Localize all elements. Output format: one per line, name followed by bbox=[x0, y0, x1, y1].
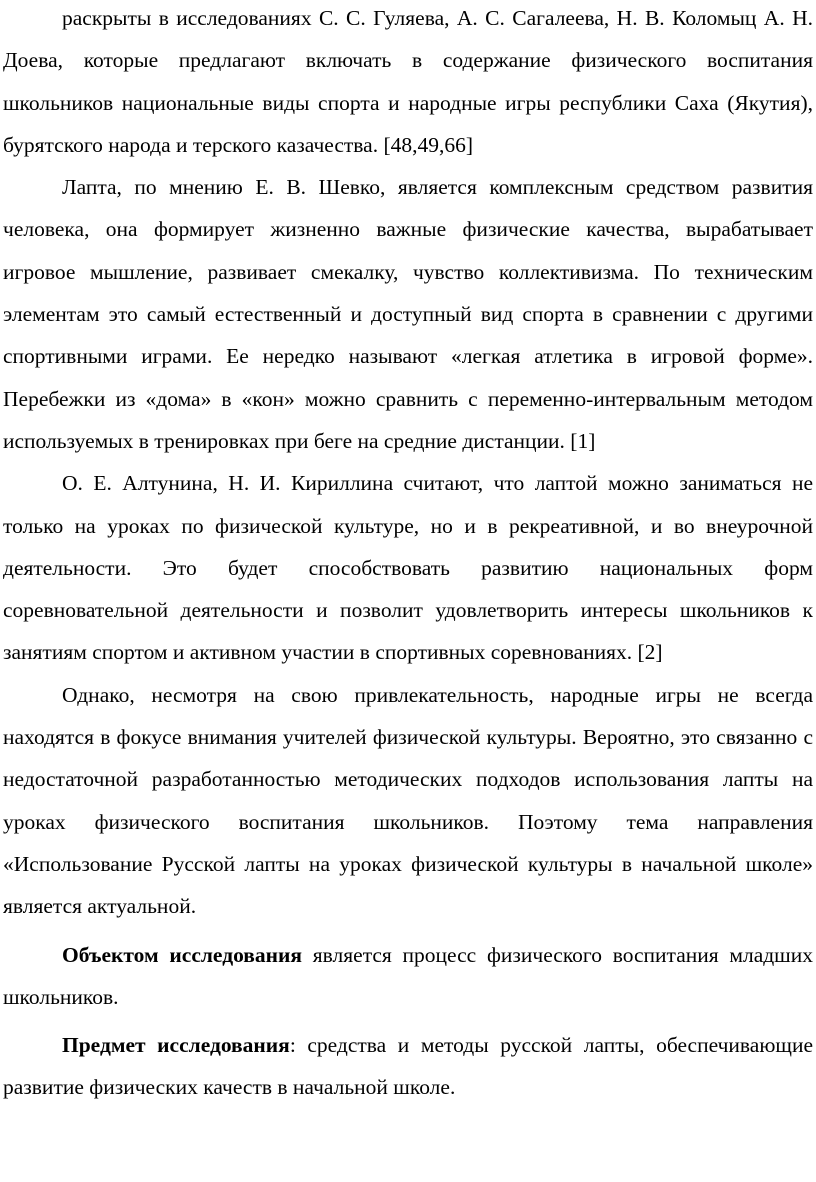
paragraph-shevko-lapta: Лапта, по мнению Е. В. Шевко, является комплексным средством развития человека, она формирует жизненно важные физические качества, вырабатывает игровое мышление, развивает смекалку, чувство коллективизма. По техническим элементам это самый естественный и доступный вид спорта в сравнении с другими спортивными играми. Ее нередко называют «легкая атлетика в игровой форме». Перебежки из «дома» в «кон» можно сравнить с переменно-интервальным методом используемых в тренировках при беге на средние дистанции. [1] bbox=[3, 175, 813, 453]
paragraph-literature-review: раскрыты в исследованиях С. С. Гуляева, А. С. Сагалеева, Н. В. Коломыц А. Н. Доева, которые предлагают включать в содержание физического воспитания школьников национальные виды спорта и народные игры республики Саха (Якутия), бурятского народа и терского казачества. [48,49,66] bbox=[3, 6, 813, 157]
paragraph-altunina-kirillina: О. Е. Алтунина, Н. И. Кириллина считают, что лаптой можно заниматься не только на уроках по физической культуре, но и в рекреативной, и во внеурочной деятельности. Это будет способствовать развитию национальных форм соревновательной деятельности и позволит удовлетворить интересы школьников к занятиям спортом и активном участии в спортивных соревнованиях. [2] bbox=[3, 471, 813, 665]
research-subject-text: : средства и методы русской лапты, обеспечивающие развитие физических качеств в начальной школе. bbox=[3, 1033, 814, 1100]
paragraph-relevance: Однако, несмотря на свою привлекательность, народные игры не всегда находятся в фокусе внимания учителей физической культуры. Вероятно, это связанно с недостаточной разработанностью методических подходов использования лапты на уроках физического воспитания школьников. Поэтому тема направления «Использование Русской лапты на уроках физической культуры в начальной школе» является актуальной. bbox=[3, 682, 813, 919]
paragraph-research-object bbox=[3, 934, 813, 1019]
paragraph-research-subject bbox=[3, 1024, 813, 1109]
research-subject-label: Предмет исследования bbox=[62, 1033, 290, 1058]
research-object-label: Объектом исследования bbox=[62, 942, 303, 967]
research-object-text: является процесс физического воспитания младших школьников. bbox=[3, 942, 813, 1009]
